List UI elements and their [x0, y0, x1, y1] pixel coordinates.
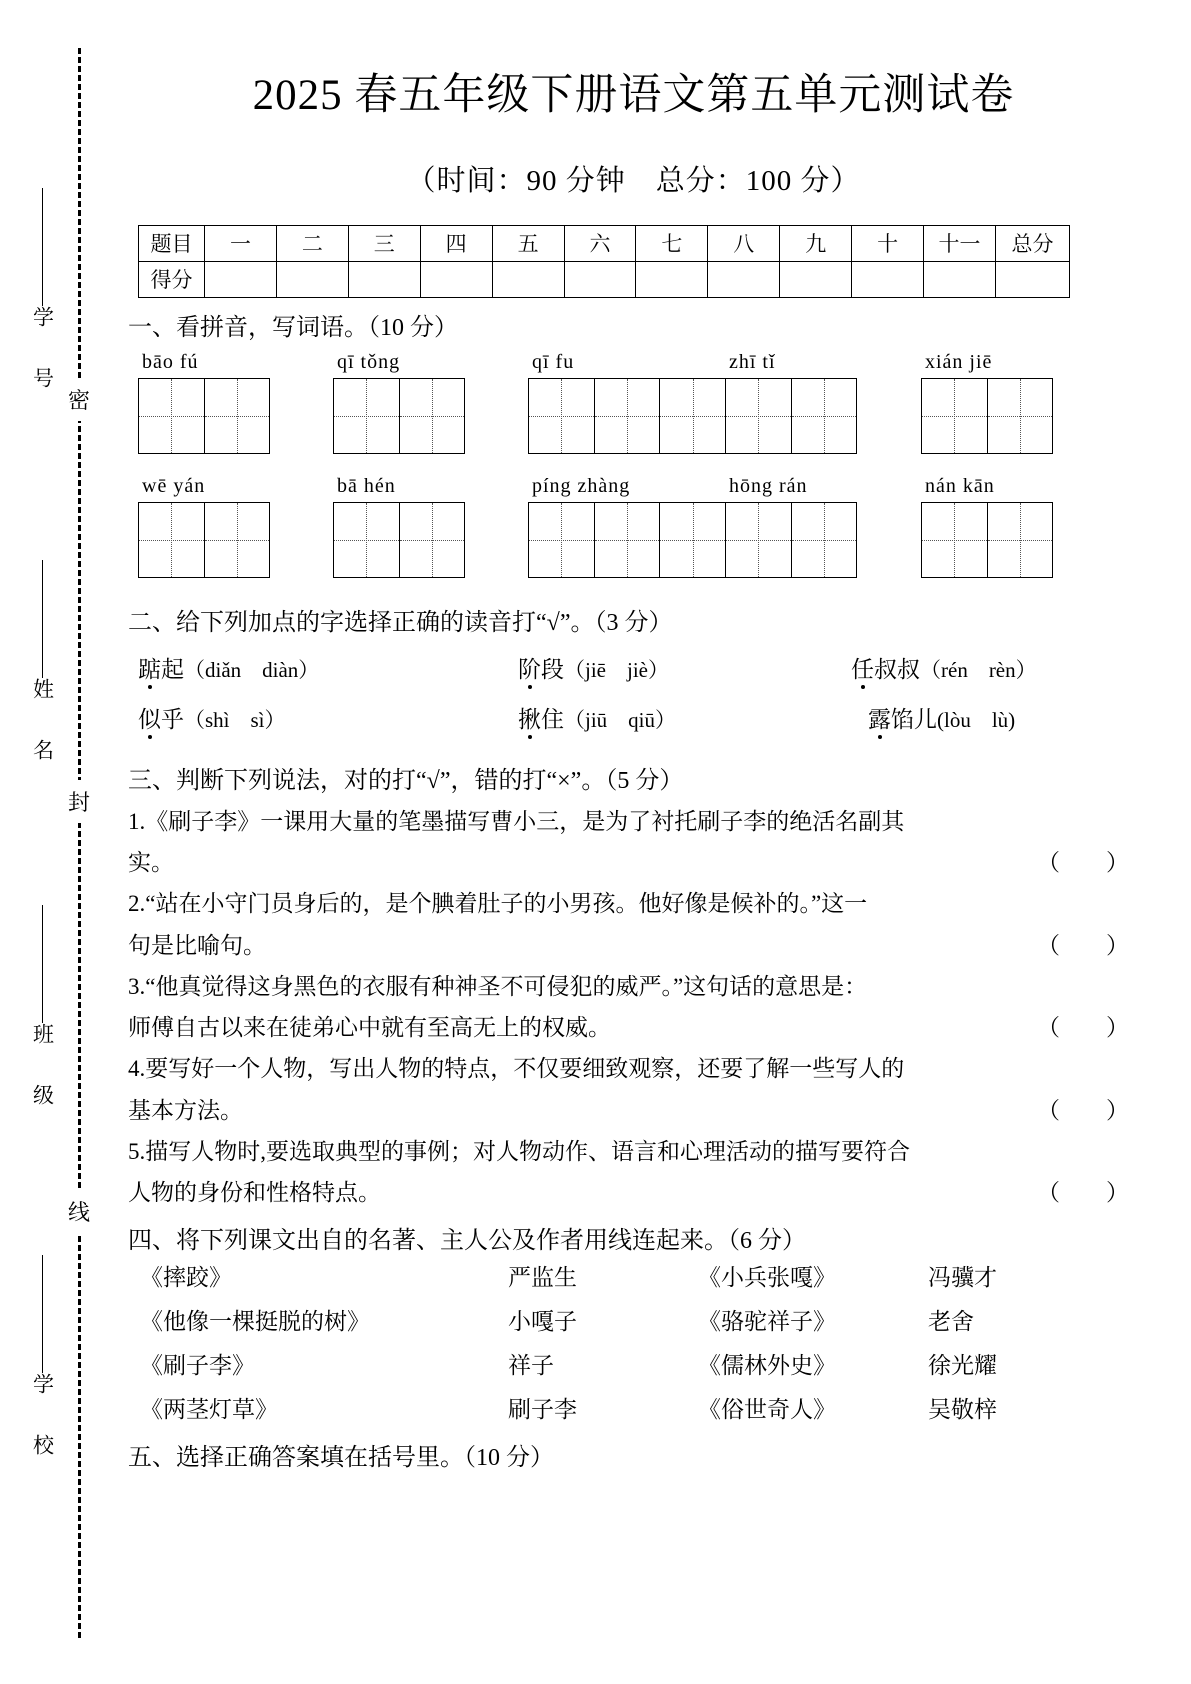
seal-mark-xian: 线 [62, 1190, 96, 1233]
dotted-char: 似 [138, 701, 161, 734]
pinyin-item [725, 475, 857, 578]
pinyin-label: bā hén [337, 475, 396, 498]
score-table-col-header: 三 [348, 225, 420, 261]
paper-subtitle: （时间：90 分钟 总分：100 分） [406, 164, 861, 197]
pinyin-label: qī fu [532, 351, 575, 374]
pronunciation-choice-row-1 [128, 651, 1139, 701]
match-row [128, 1347, 1139, 1391]
seal-field-student-number [22, 188, 62, 396]
match-character[interactable]: 祥子 [508, 1353, 554, 1379]
tian-zi-ge-cell[interactable] [334, 503, 400, 577]
exam-sheet [120, 0, 1191, 1684]
pronunciation-choice-item[interactable] [138, 701, 286, 734]
score-table-col-header: 一 [205, 225, 277, 261]
pinyin-item [725, 351, 857, 454]
match-work[interactable]: 《小兵张嘎》 [698, 1265, 836, 1291]
score-table-col-header-total: 总分 [996, 225, 1070, 261]
tian-zi-ge-cell[interactable] [988, 379, 1053, 453]
table-row-subject [139, 225, 1070, 261]
judgment-item-1-line1: 1.《刷子李》一课用大量的笔墨描写曹小三，是为了衬托刷子李的绝活名副其 [128, 808, 905, 834]
pinyin-label: nán kān [925, 475, 995, 498]
pronunciation-choice-item[interactable] [851, 651, 1037, 684]
answer-blank-paren[interactable]: （ ） [1037, 1180, 1129, 1206]
answer-blank-paren[interactable]: （ ） [1037, 850, 1129, 876]
match-work[interactable]: 《儒林外史》 [698, 1353, 836, 1379]
pronunciation-options[interactable]: （rén rèn） [920, 658, 1037, 683]
judgment-item-4-line2 [128, 1092, 1139, 1129]
score-table-col-header: 十 [852, 225, 924, 261]
score-table [138, 225, 1070, 298]
seal-field-label: 姓 名 [30, 678, 55, 768]
match-text-title[interactable]: 《两茎灯草》 [140, 1397, 278, 1423]
word-remainder: 乎 [161, 707, 184, 733]
seal-mark-mi: 密 [62, 378, 96, 421]
tian-zi-ge-grid[interactable] [528, 378, 726, 454]
rule-above-student-number [42, 188, 43, 306]
score-input-cell-total[interactable] [996, 261, 1070, 297]
tian-zi-ge-cell[interactable] [139, 379, 205, 453]
tian-zi-ge-cell[interactable] [595, 379, 661, 453]
seal-field-name [22, 560, 62, 768]
seal-dashed-line [78, 48, 81, 1638]
judgment-item-3-line1: 3.“他真觉得这身黑色的衣服有种神圣不可侵犯的威严。”这句话的意思是： [128, 973, 868, 999]
rule-above-name [42, 560, 43, 678]
judgment-item-5-line1: 5.描写人物时,要选取典型的事例；对人物动作、语言和心理活动的描写要符合 [128, 1138, 910, 1164]
judgment-item-1-line2 [128, 844, 1139, 881]
judgment-item-3-line2 [128, 1009, 1139, 1046]
score-input-cell[interactable] [708, 261, 780, 297]
score-table-col-header: 七 [636, 225, 708, 261]
score-table-row-label: 得分 [139, 261, 205, 297]
pinyin-item [528, 475, 726, 578]
dotted-char: 露 [868, 701, 891, 734]
answer-blank-paren[interactable]: （ ） [1037, 1015, 1129, 1041]
tian-zi-ge-cell[interactable] [726, 503, 792, 577]
pinyin-label: bāo fú [142, 351, 199, 374]
score-table-col-header: 八 [708, 225, 780, 261]
tian-zi-ge-cell[interactable] [205, 379, 270, 453]
dotted-char: 踮 [138, 651, 161, 684]
dotted-char: 任 [851, 651, 874, 684]
table-row-score [139, 261, 1070, 297]
pronunciation-options[interactable]: （diǎn diàn） [184, 658, 320, 683]
word-remainder: 住 [541, 707, 564, 733]
tian-zi-ge-grid[interactable] [921, 502, 1053, 578]
score-table-col-header: 四 [420, 225, 492, 261]
match-work[interactable]: 《俗世奇人》 [698, 1397, 836, 1423]
pronunciation-choice-item[interactable] [138, 651, 319, 684]
word-remainder: 段 [541, 657, 564, 683]
answer-blank-paren[interactable]: （ ） [1037, 1097, 1129, 1123]
tian-zi-ge-grid[interactable] [528, 502, 726, 578]
score-input-cell[interactable] [852, 261, 924, 297]
pinyin-label: qī tǒng [337, 351, 401, 374]
score-input-cell[interactable] [348, 261, 420, 297]
tian-zi-ge-cell[interactable] [792, 379, 857, 453]
score-table-row-label: 题目 [139, 225, 205, 261]
match-character[interactable]: 小嘎子 [508, 1309, 577, 1335]
tian-zi-ge-cell[interactable] [205, 503, 270, 577]
pronunciation-choice-row-2 [128, 701, 1139, 751]
pinyin-item [333, 475, 465, 578]
score-input-cell[interactable] [564, 261, 636, 297]
judgment-text: 句是比喻句。 [128, 932, 266, 958]
judgment-item-2-line1: 2.“站在小守门员身后的，是个腆着肚子的小男孩。他好像是候补的。”这一 [128, 891, 868, 917]
tian-zi-ge-cell[interactable] [660, 503, 725, 577]
pronunciation-options[interactable]: (lòu lù) [937, 708, 1016, 733]
seal-mark-feng: 封 [62, 780, 96, 823]
pinyin-item [921, 475, 1053, 578]
tian-zi-ge-grid[interactable] [138, 502, 270, 578]
pronunciation-choice-item[interactable] [868, 701, 1015, 734]
tian-zi-ge-cell[interactable] [660, 379, 725, 453]
pronunciation-options[interactable]: （jiū qiū） [564, 708, 677, 733]
seal-field-label: 班 级 [30, 1023, 55, 1113]
score-input-cell[interactable] [492, 261, 564, 297]
score-input-cell[interactable] [276, 261, 348, 297]
tian-zi-ge-cell[interactable] [529, 379, 595, 453]
judgment-item-2-line2 [128, 927, 1139, 964]
dotted-char: 揪 [518, 701, 541, 734]
pinyin-label: wē yán [142, 475, 206, 498]
pinyin-label: zhī tǐ [729, 351, 776, 374]
match-character[interactable]: 严监生 [508, 1265, 577, 1291]
match-row [128, 1259, 1139, 1303]
score-input-cell[interactable] [780, 261, 852, 297]
match-author[interactable]: 老舍 [928, 1309, 974, 1335]
judgment-text: 基本方法。 [128, 1097, 243, 1123]
page-title: 2025 春五年级下册语文第五单元测试卷 [252, 72, 1015, 119]
match-author[interactable]: 吴敬梓 [928, 1397, 997, 1423]
match-work[interactable]: 《骆驼祥子》 [698, 1309, 836, 1335]
score-input-cell[interactable] [420, 261, 492, 297]
tian-zi-ge-grid[interactable] [921, 378, 1053, 454]
word-remainder: 叔叔 [874, 657, 920, 683]
score-table-col-header: 九 [780, 225, 852, 261]
pronunciation-options[interactable]: （jiē jiè） [564, 658, 669, 683]
match-row [128, 1391, 1139, 1435]
score-input-cell[interactable] [636, 261, 708, 297]
pinyin-item [138, 475, 270, 578]
tian-zi-ge-cell[interactable] [922, 379, 988, 453]
rule-above-school [42, 1255, 43, 1373]
pinyin-label: hōng rán [729, 475, 808, 498]
judgment-text: 人物的身份和性格特点。 [128, 1180, 381, 1206]
seal-field-label: 学 号 [30, 306, 55, 396]
pronunciation-choice-item[interactable] [518, 651, 669, 684]
pinyin-item [528, 351, 726, 454]
pinyin-item [138, 351, 270, 454]
match-author[interactable]: 冯骥才 [928, 1265, 997, 1291]
pinyin-label: xián jiē [925, 351, 993, 374]
score-table-col-header: 六 [564, 225, 636, 261]
section-2-heading: 二、给下列加点的字选择正确的读音打“√”。（3 分） [128, 610, 673, 637]
tian-zi-ge-cell[interactable] [400, 503, 465, 577]
word-remainder: 馅儿 [891, 707, 937, 733]
section-5-heading: 五、选择正确答案填在括号里。（10 分） [128, 1445, 554, 1472]
match-text-title[interactable]: 《刷子李》 [140, 1353, 255, 1379]
match-row [128, 1303, 1139, 1347]
section-1-heading: 一、看拼音，写词语。（10 分） [128, 314, 458, 341]
pinyin-item [921, 351, 1053, 454]
seal-field-class [22, 905, 62, 1113]
pinyin-label: píng zhàng [532, 475, 631, 498]
judgment-text: 师傅自古以来在徒弟心中就有至高无上的权威。 [128, 1015, 611, 1041]
tian-zi-ge-cell[interactable] [726, 379, 792, 453]
judgment-item-4-line1: 4.要写好一个人物，写出人物的特点，不仅要细致观察，还要了解一些写人的 [128, 1056, 905, 1082]
score-table-col-header: 十一 [924, 225, 996, 261]
score-input-cell[interactable] [924, 261, 996, 297]
answer-blank-paren[interactable]: （ ） [1037, 932, 1129, 958]
score-input-cell[interactable] [205, 261, 277, 297]
match-author[interactable]: 徐光耀 [928, 1353, 997, 1379]
rule-above-class [42, 905, 43, 1023]
seal-margin [0, 0, 120, 1684]
seal-field-label: 学 校 [30, 1373, 55, 1463]
section-3-heading: 三、判断下列说法，对的打“√”，错的打“×”。（5 分） [128, 768, 684, 795]
seal-field-school [22, 1255, 62, 1463]
section-4-heading: 四、将下列课文出自的名著、主人公及作者用线连起来。（6 分） [128, 1228, 806, 1255]
tian-zi-ge-cell[interactable] [400, 379, 465, 453]
judgment-item-5-line2 [128, 1174, 1139, 1211]
tian-zi-ge-cell[interactable] [792, 503, 857, 577]
score-table-col-header: 二 [276, 225, 348, 261]
pinyin-item [333, 351, 465, 454]
judgment-text: 实。 [128, 850, 174, 876]
tian-zi-ge-grid[interactable] [725, 502, 857, 578]
pinyin-row-1 [128, 351, 1139, 469]
match-text-title[interactable]: 《摔跤》 [140, 1265, 232, 1291]
tian-zi-ge-cell[interactable] [922, 503, 988, 577]
tian-zi-ge-grid[interactable] [725, 378, 857, 454]
score-table-col-header: 五 [492, 225, 564, 261]
dotted-char: 阶 [518, 651, 541, 684]
tian-zi-ge-cell[interactable] [988, 503, 1053, 577]
tian-zi-ge-grid[interactable] [333, 378, 465, 454]
tian-zi-ge-grid[interactable] [333, 502, 465, 578]
tian-zi-ge-cell[interactable] [139, 503, 205, 577]
tian-zi-ge-cell[interactable] [529, 503, 595, 577]
pronunciation-options[interactable]: （shì sì） [184, 708, 286, 733]
match-character[interactable]: 刷子李 [508, 1397, 577, 1423]
tian-zi-ge-cell[interactable] [334, 379, 400, 453]
pinyin-row-2 [128, 475, 1139, 593]
tian-zi-ge-grid[interactable] [138, 378, 270, 454]
match-text-title[interactable]: 《他像一棵挺脱的树》 [140, 1309, 370, 1335]
tian-zi-ge-cell[interactable] [595, 503, 661, 577]
word-remainder: 起 [161, 657, 184, 683]
pronunciation-choice-item[interactable] [518, 701, 676, 734]
